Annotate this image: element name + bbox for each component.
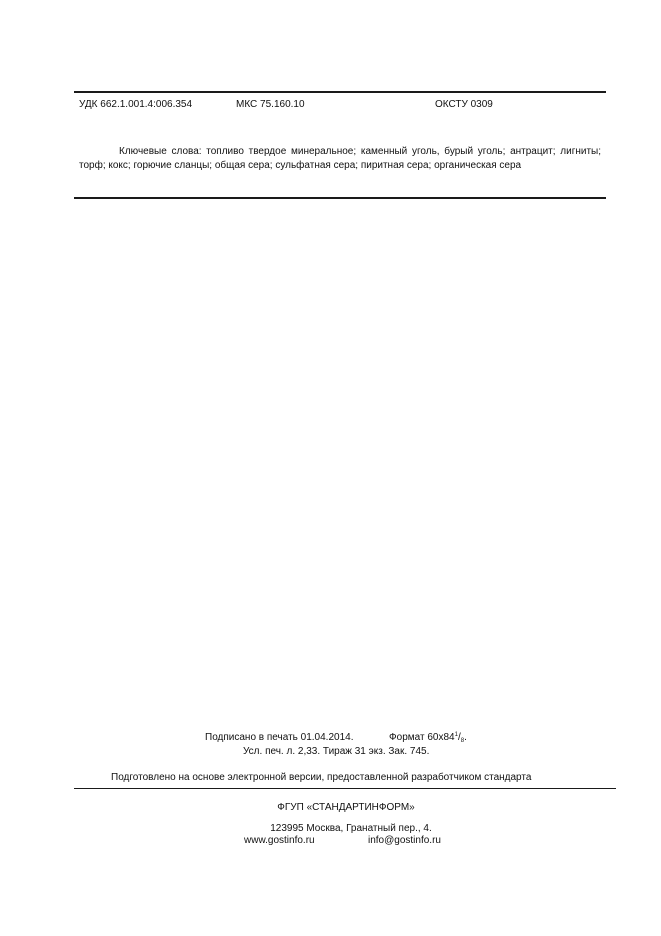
keywords-paragraph: Ключевые слова: топливо твердое минеральное; каменный уголь, бурый уголь; антрацит; лигниты; торф; кокс; горючие сланцы; общая сера; сульфатная сера; пиритная сера; органическая сера bbox=[79, 146, 601, 171]
signed-date: Подписано в печать 01.04.2014. bbox=[205, 732, 354, 743]
udk-code: УДК 662.1.001.4:006.354 bbox=[79, 99, 193, 110]
print-info: Усл. печ. л. 2,33. Тираж 31 экз. Зак. 745. bbox=[243, 746, 430, 757]
publisher-name: ФГУП «СТАНДАРТИНФОРМ» bbox=[277, 802, 415, 813]
publisher-website[interactable]: www.gostinfo.ru bbox=[244, 835, 315, 846]
prepared-note: Подготовлено на основе электронной версии, предоставленной разработчиком стандарта bbox=[111, 772, 532, 783]
mks-code: МКС 75.160.10 bbox=[236, 99, 305, 110]
top-rule bbox=[74, 91, 606, 93]
okstu-code: ОКСТУ 0309 bbox=[435, 99, 493, 110]
bottom-rule bbox=[74, 197, 606, 199]
publisher-address: 123995 Москва, Гранатный пер., 4. bbox=[270, 823, 432, 834]
footer-rule bbox=[74, 788, 616, 789]
publisher-email[interactable]: info@gostinfo.ru bbox=[368, 835, 441, 846]
signed-for-print bbox=[205, 732, 467, 743]
paper-format: Формат $60x84^1/_8$. bbox=[389, 732, 467, 744]
